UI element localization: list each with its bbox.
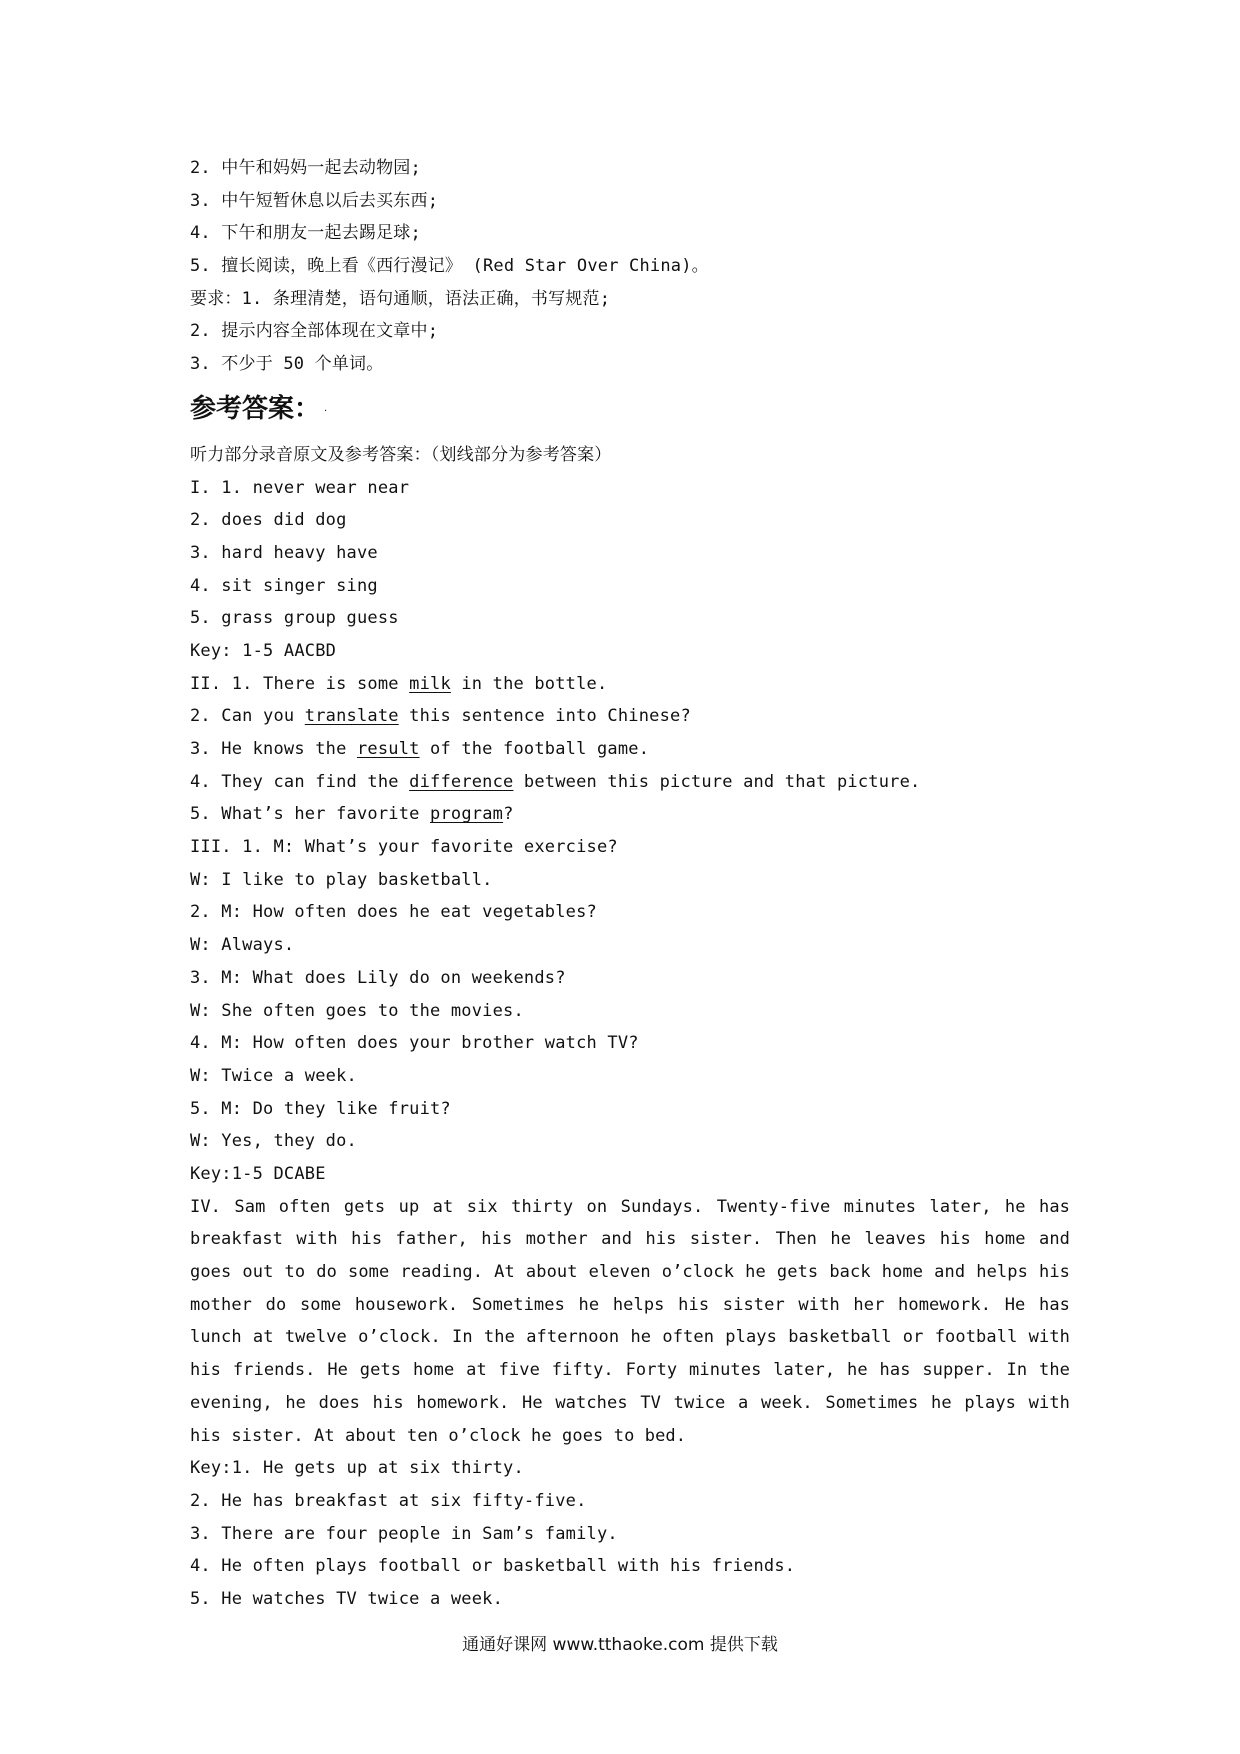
part4-key: 5. He watches TV twice a week. xyxy=(190,1589,504,1609)
part1-item: I. 1. never wear near xyxy=(190,477,410,498)
underlined-answer: difference xyxy=(409,771,514,792)
part1-key: Key: 1-5 AACBD xyxy=(190,640,337,661)
part3-dialogue-line: W: Yes, they do. xyxy=(190,1131,357,1152)
part2-item: 5. What’s her favorite program? xyxy=(190,804,514,825)
part1-item: 2. does did dog xyxy=(190,510,347,531)
answers-heading: 参考答案： . xyxy=(190,393,328,424)
part1-item: 3. hard heavy have xyxy=(190,542,378,563)
part2-item: 4. They can find the difference between this picture and that picture. xyxy=(190,771,921,792)
underlined-answer: milk xyxy=(409,673,451,694)
document-page xyxy=(190,152,1070,1616)
writing-tip: 3. 中午短暂休息以后去买东西; xyxy=(190,190,439,211)
part3-dialogue-line: 4. M: How often does your brother watch TV? xyxy=(190,1033,639,1054)
part3-dialogue-line: III. 1. M: What’s your favorite exercise? xyxy=(190,837,618,858)
part4-key: 4. He often plays football or basketball with his friends. xyxy=(190,1556,796,1577)
writing-tip: 2. 中午和妈妈一起去动物园; xyxy=(190,158,421,178)
part2-item: 2. Can you translate this sentence into Chinese? xyxy=(190,706,691,727)
writing-requirement: 2. 提示内容全部体现在文章中; xyxy=(190,321,439,342)
part2-item: II. 1. There is some milk in the bottle. xyxy=(190,673,608,694)
part3-dialogue-line: W: I like to play basketball. xyxy=(190,869,493,890)
part3-dialogue-line: 3. M: What does Lily do on weekends? xyxy=(190,967,566,988)
part4-key: 2. He has breakfast at six fifty-five. xyxy=(190,1490,587,1511)
underlined-answer: translate xyxy=(304,706,399,727)
part3-dialogue-line: 2. M: How often does he eat vegetables? xyxy=(190,902,597,923)
part3-key: Key:1-5 DCABE xyxy=(190,1163,326,1184)
part3-dialogue-line: W: Always. xyxy=(190,935,295,956)
part3-dialogue-line: 5. M: Do they like fruit? xyxy=(190,1098,451,1119)
underlined-answer: result xyxy=(356,739,420,759)
writing-tip: 4. 下午和朋友一起去踢足球; xyxy=(190,223,421,244)
writing-requirement: 3. 不少于 50 个单词。 xyxy=(190,354,384,375)
part3-dialogue-line: W: She often goes to the movies. xyxy=(190,1000,524,1021)
page-footer: 通通好课网 www.tthaoke.com 提供下载 xyxy=(462,1635,778,1655)
part1-item: 5. grass group guess xyxy=(190,608,399,629)
part1-item: 4. sit singer sing xyxy=(190,575,378,596)
listening-intro: 听力部分录音原文及参考答案：（划线部分为参考答案） xyxy=(190,444,612,465)
underlined-answer: program xyxy=(430,804,504,825)
part4-key: Key:1. He gets up at six thirty. xyxy=(190,1458,524,1479)
part2-item: 3. He knows the result of the football game. xyxy=(190,739,650,759)
writing-requirement: 要求：1. 条理清楚，语句通顺，语法正确，书写规范; xyxy=(190,288,611,309)
part3-dialogue-line: W: Twice a week. xyxy=(190,1065,357,1086)
part4-key: 3. There are four people in Sam’s family. xyxy=(190,1523,618,1544)
part4-passage: IV. Sam often gets up at six thirty on Sundays. Twenty-five minutes later, he has breakfast with his father, his mother and his sister. Then he leaves his home and goes out to do some reading. At about eleven o’clock he gets back home and helps his mother do some housework. Sometimes he helps his sister with her homework. He has lunch at twelve o’clock. In the afternoon he often plays basketball or football with his friends. He gets home at five fifty. Forty minutes later, he has supper. In the evening, he does his homework. He watches TV twice a week. Sometimes he plays with his sister. At about ten o’clock he goes to bed. xyxy=(190,1196,1070,1446)
writing-tip: 5. 擅长阅读，晚上看《西行漫记》 (Red Star Over China)。 xyxy=(190,256,709,277)
